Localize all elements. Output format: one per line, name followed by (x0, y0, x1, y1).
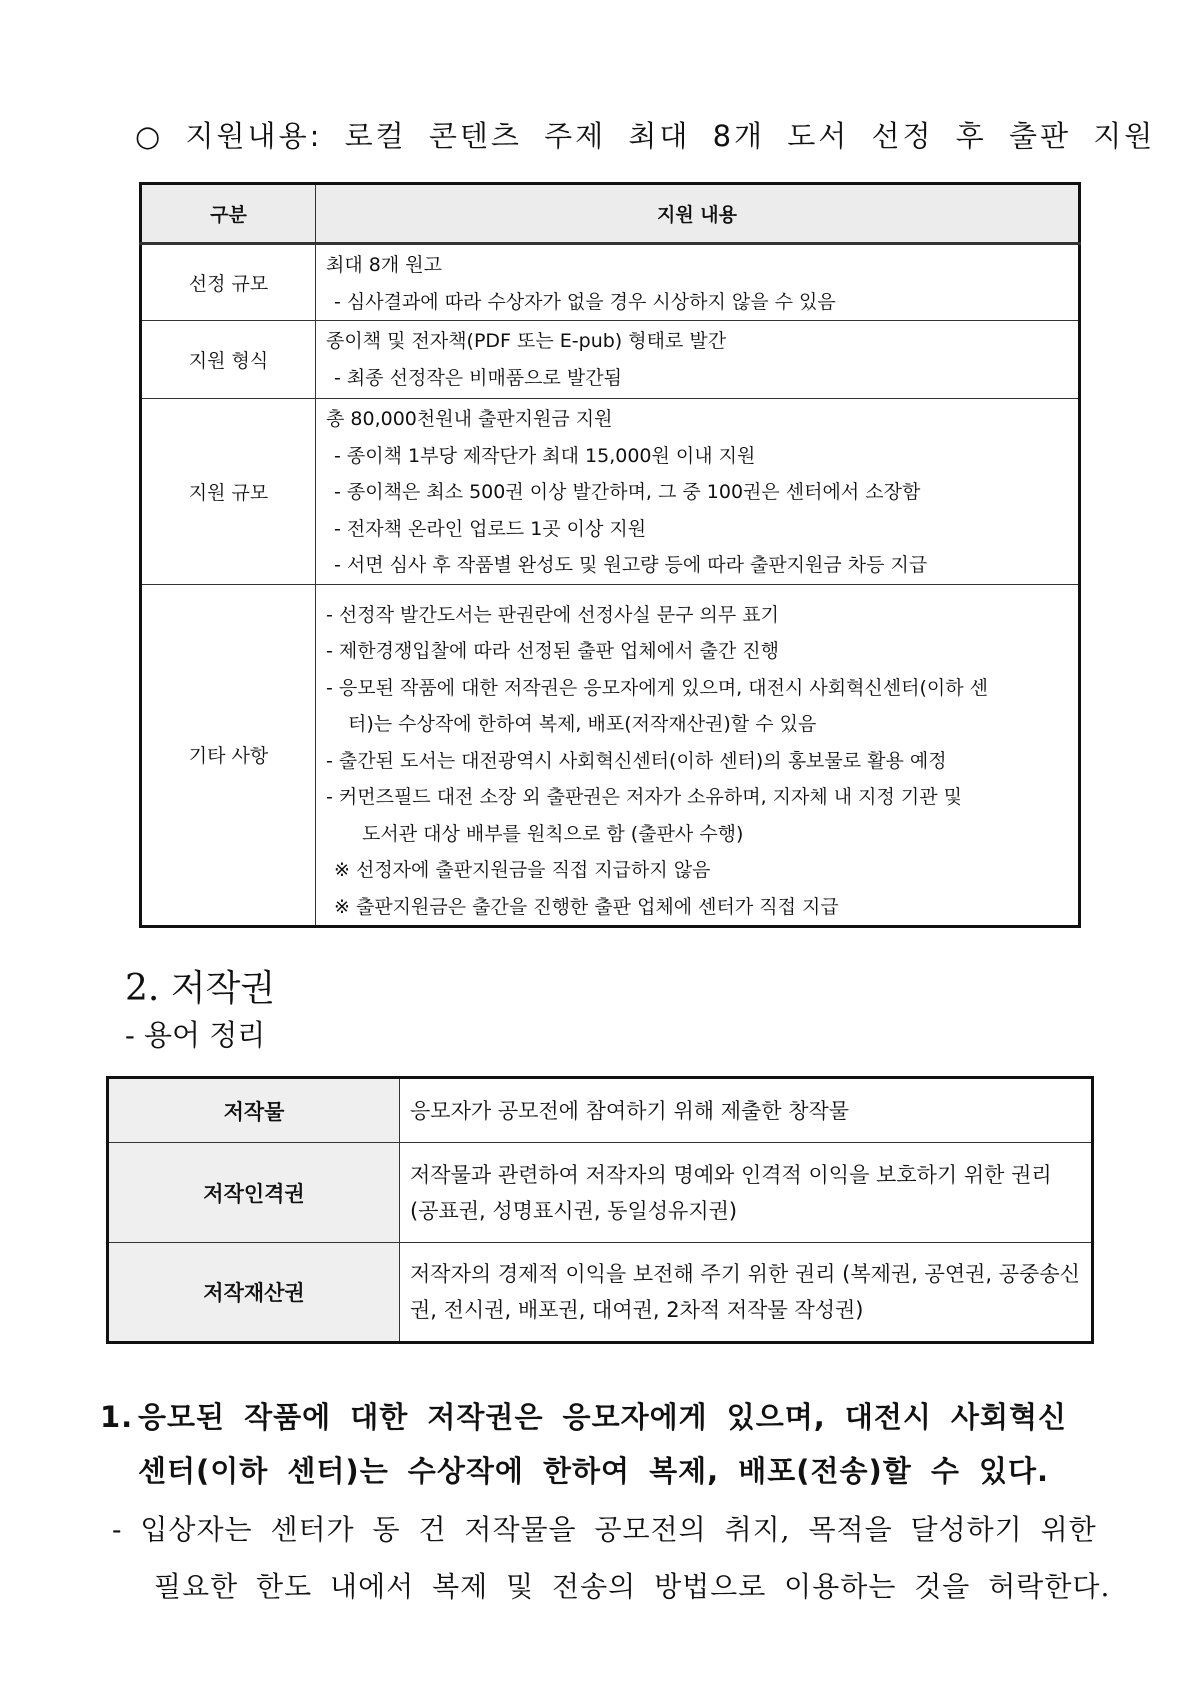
row-category: 지원 형식 (141, 321, 316, 399)
header-content: 지원 내용 (316, 184, 1080, 244)
row-content (316, 399, 1080, 585)
content-line: - 최종 선정작은 비매품으로 발간됨 (334, 366, 622, 389)
content-line: 총 80,000천원내 출판지원금 지원 (326, 408, 613, 430)
table-row-selection-scale (141, 244, 1080, 321)
support-content-heading: ○ 지원내용: 로컬 콘텐츠 주제 최대 8개 도서 선정 후 출판 지원 (135, 119, 1156, 153)
content-line: - 커먼즈필드 대전 소장 외 출판권은 저자가 소유하며, 지자체 내 지정 기관 및 (326, 786, 962, 808)
clause-line: 센터(이하 센터)는 수상작에 한하여 복제, 배포(전송)할 수 있다. (138, 1454, 1050, 1488)
clause-line (100, 1390, 1110, 1444)
term-definition: 저작물과 관련하여 저작자의 명예와 인격적 이익을 보호하기 위한 권리 (공표권, 성명표시권, 동일성유지권) (400, 1143, 1093, 1243)
copyright-clause (100, 1390, 1110, 1498)
support-table (139, 182, 1081, 928)
clause-note (112, 1501, 1112, 1615)
content-line: - 종이책 1부당 제작단가 최대 15,000원 이내 지원 (334, 444, 756, 467)
section-title-copyright: 2. 저작권 (125, 968, 276, 1009)
term-definition: 저작자의 경제적 이익을 보전해 주기 위한 권리 (복제권, 공연권, 공중송신권, 전시권, 배포권, 대여권, 2차적 저작물 작성권) (400, 1243, 1093, 1343)
table-row (108, 1143, 1093, 1243)
content-line: - 응모된 작품에 대한 저작권은 응모자에게 있으며, 대전시 사회혁신센터(이하 센 (326, 676, 988, 699)
row-content (316, 244, 1080, 321)
content-line: - 서면 심사 후 작품별 완성도 및 원고량 등에 따라 출판지원금 차등 지급 (334, 554, 928, 576)
clause-note-line: 필요한 한도 내에서 복제 및 전송의 방법으로 이용하는 것을 허락한다. (154, 1570, 1111, 1603)
row-content (316, 584, 1080, 927)
content-line: 도서관 대상 배부를 원칙으로 함 (출판사 수행) (362, 822, 744, 845)
copyright-terms-table (106, 1076, 1094, 1344)
row-content (316, 321, 1080, 399)
content-line: - 심사결과에 따라 수상자가 없을 경우 시상하지 않을 수 있음 (334, 290, 836, 313)
content-line: 터)는 수상작에 한하여 복제, 배포(저작재산권)할 수 있음 (348, 713, 817, 735)
section-subtitle: - 용어 정리 (125, 1018, 266, 1052)
content-line: 종이책 및 전자책(PDF 또는 E-pub) 형태로 발간 (326, 330, 727, 352)
row-category: 지원 규모 (141, 399, 316, 585)
table-row-support-scale (141, 399, 1080, 585)
row-category: 선정 규모 (141, 244, 316, 321)
content-line: - 전자책 온라인 업로드 1곳 이상 지원 (334, 517, 647, 540)
clause-note-line: - 입상자는 센터가 동 건 저작물을 공모전의 취지, 목적을 달성하기 위한 (112, 1513, 1097, 1546)
content-line: - 제한경쟁입찰에 따라 선정된 출판 업체에서 출간 진행 (326, 640, 779, 662)
content-line: - 종이책은 최소 500권 이상 발간하며, 그 중 100권은 센터에서 소장함 (334, 481, 921, 503)
table-row (108, 1078, 1093, 1143)
clause-number: 1. (100, 1400, 134, 1434)
content-line: 최대 8개 원고 (326, 254, 442, 276)
content-line: - 선정작 발간도서는 판권란에 선정사실 문구 의무 표기 (326, 603, 779, 626)
table-row-support-format (141, 321, 1080, 399)
row-category: 기타 사항 (141, 584, 316, 927)
content-line: ※ 출판지원금은 출간을 진행한 출판 업체에 센터가 직접 지급 (334, 895, 839, 918)
term-label: 저작인격권 (108, 1143, 400, 1243)
term-definition: 응모자가 공모전에 참여하기 위해 제출한 창작물 (400, 1078, 1093, 1143)
clause-text: 응모된 작품에 대한 저작권은 응모자에게 있으며, 대전시 사회혁신 (138, 1400, 1068, 1434)
table-row (108, 1243, 1093, 1343)
support-table-header-row (141, 184, 1080, 244)
header-category: 구분 (141, 184, 316, 244)
table-row-other-notes (141, 584, 1080, 927)
term-label: 저작물 (108, 1078, 400, 1143)
term-label: 저작재산권 (108, 1243, 400, 1343)
content-line: ※ 선정자에 출판지원금을 직접 지급하지 않음 (334, 859, 711, 881)
content-line: - 출간된 도서는 대전광역시 사회혁신센터(이하 센터)의 홍보물로 활용 예정 (326, 749, 947, 772)
